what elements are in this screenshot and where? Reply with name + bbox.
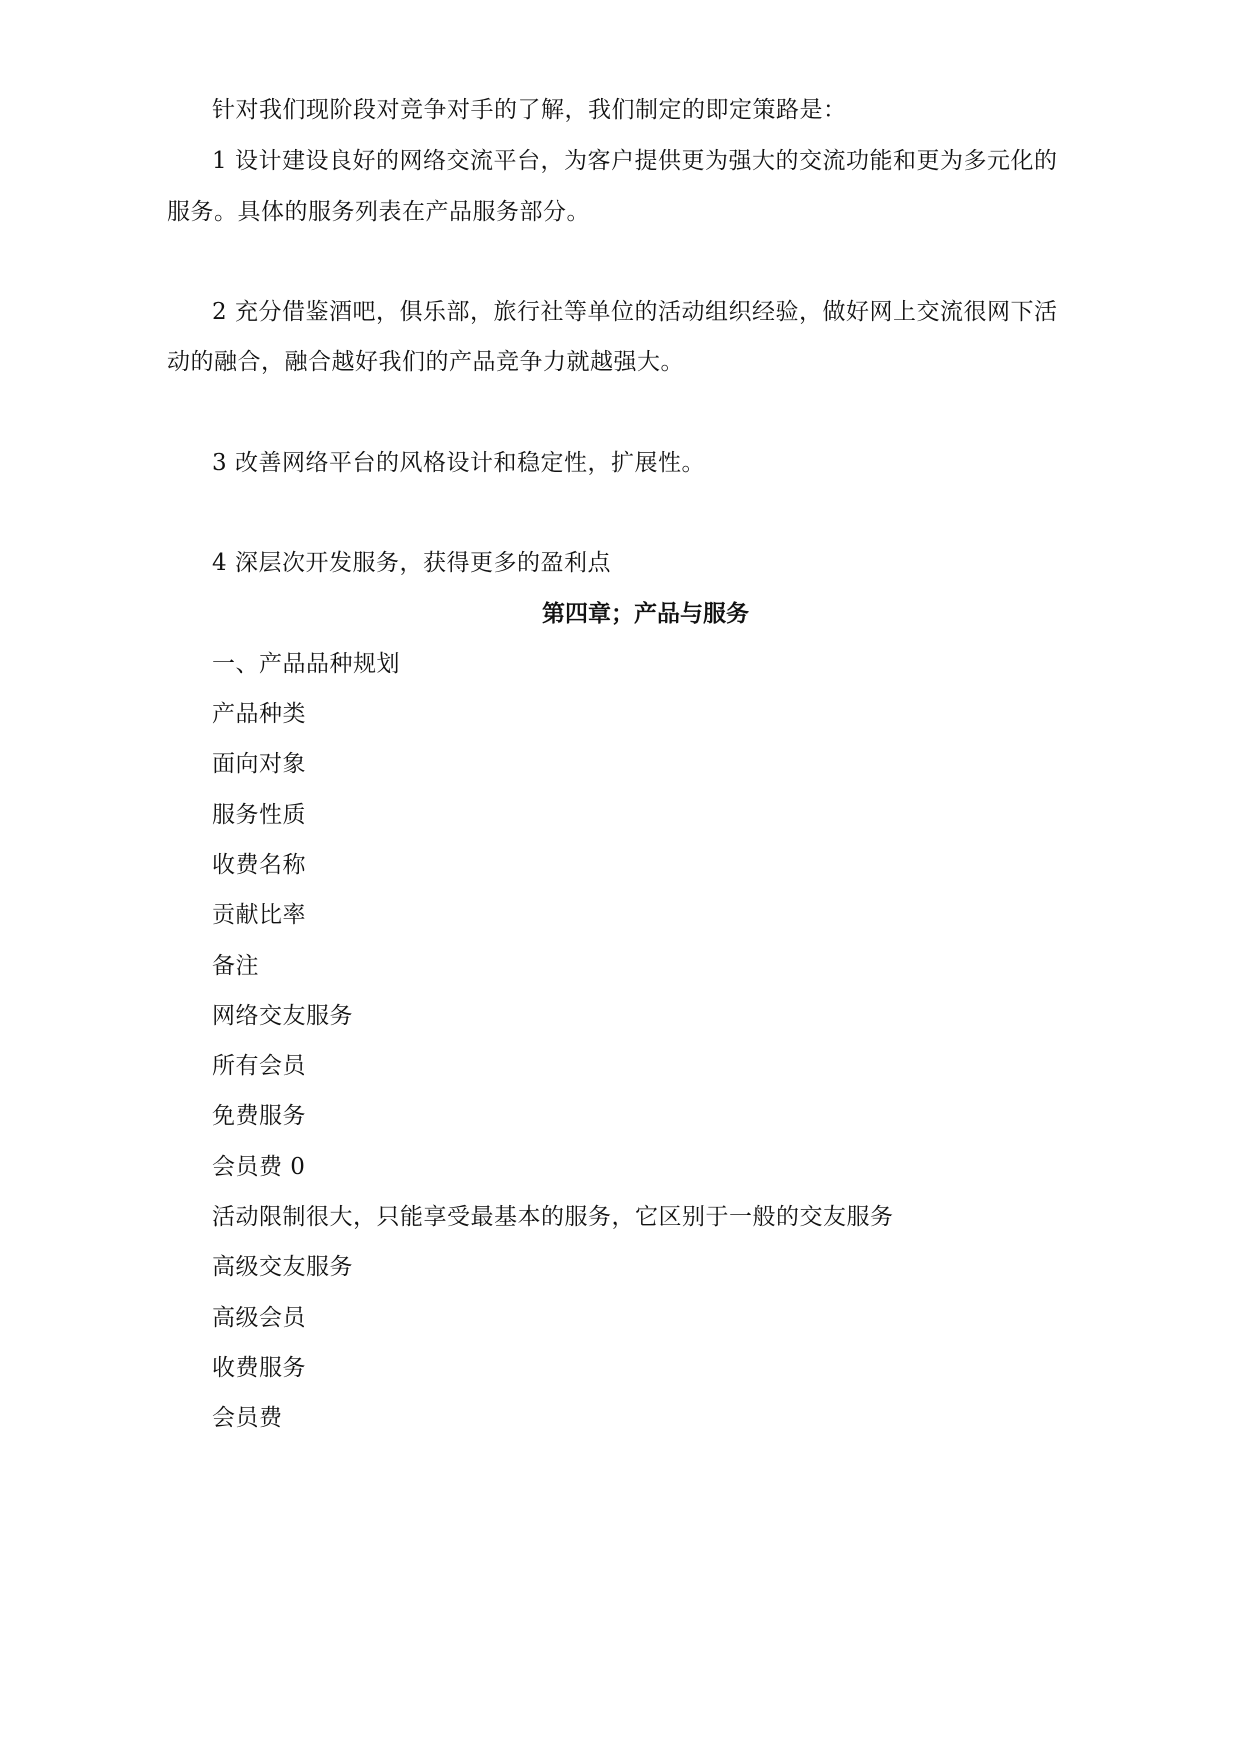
table-header-nature: 服务性质 — [212, 802, 306, 828]
intro-paragraph: 针对我们现阶段对竞争对手的了解，我们制定的即定策路是： — [212, 97, 847, 123]
row-2-fee-name: 会员费 — [212, 1405, 283, 1431]
strategy-4: 4 深层次开发服务，获得更多的盈利点 — [212, 550, 611, 576]
chapter-title: 第四章；产品与服务 — [542, 601, 749, 627]
row-2-nature: 收费服务 — [212, 1355, 306, 1381]
strategy-2-line-2: 动的融合，融合越好我们的产品竞争力就越强大。 — [167, 349, 684, 375]
section-title: 一、产品品种规划 — [212, 651, 400, 677]
table-header-contribution: 贡献比率 — [212, 902, 306, 928]
strategy-1-line-2: 服务。具体的服务列表在产品服务部分。 — [167, 199, 590, 225]
table-header-fee-name: 收费名称 — [212, 852, 306, 878]
row-2-target: 高级会员 — [212, 1305, 306, 1331]
table-header-note: 备注 — [212, 953, 259, 979]
strategy-1-line-1: 1 设计建设良好的网络交流平台，为客户提供更为强大的交流功能和更为多元化的 — [212, 148, 1058, 174]
row-1-target: 所有会员 — [212, 1053, 306, 1079]
table-header-target: 面向对象 — [212, 751, 306, 777]
row-2-product: 高级交友服务 — [212, 1254, 353, 1280]
row-1-note: 活动限制很大，只能享受最基本的服务，它区别于一般的交友服务 — [212, 1204, 894, 1230]
strategy-2-line-1: 2 充分借鉴酒吧，俱乐部，旅行社等单位的活动组织经验，做好网上交流很网下活 — [212, 299, 1058, 325]
strategy-3: 3 改善网络平台的风格设计和稳定性，扩展性。 — [212, 450, 705, 476]
table-header-product: 产品种类 — [212, 701, 306, 727]
row-1-product: 网络交友服务 — [212, 1003, 353, 1029]
row-1-nature: 免费服务 — [212, 1103, 306, 1129]
row-1-fee-name: 会员费 0 — [212, 1154, 306, 1180]
